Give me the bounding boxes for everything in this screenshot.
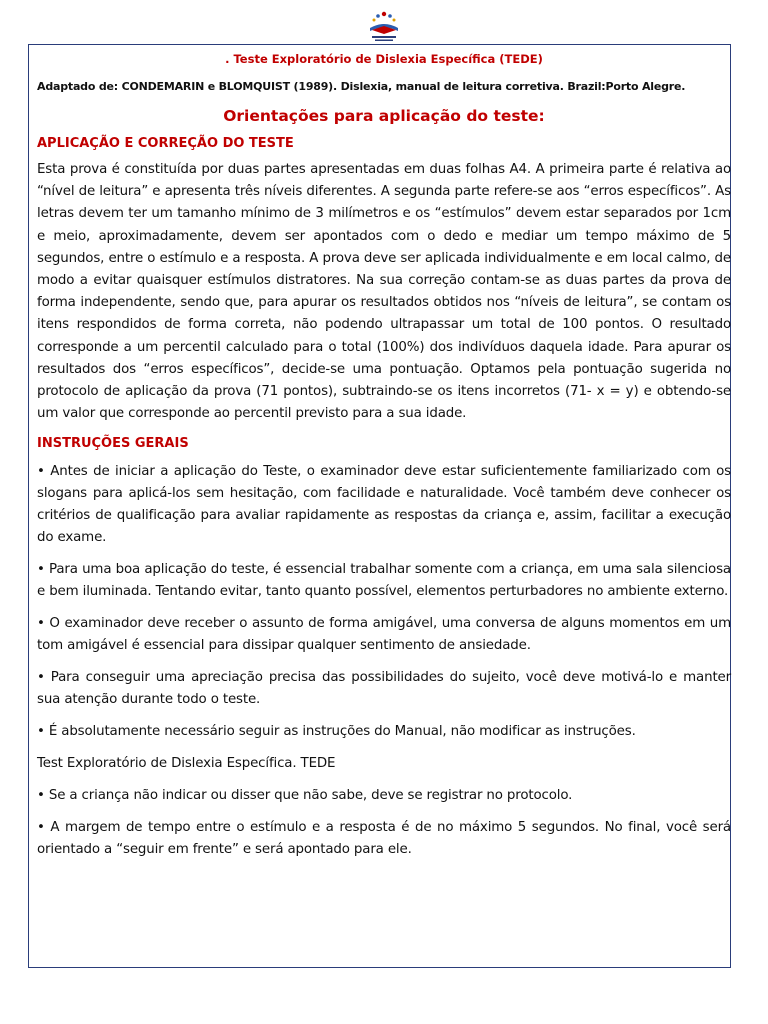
instruction-bullet: • Antes de iniciar a aplicação do Teste, o examinador deve estar suficientemente familiarizado com os slogans para aplicá-los sem hesitação, com facilidade e naturalidade. Você também deve conhecer os critérios de qualificação para avaliar rapidamente as respostas da criança e, assim, facilitar a execução do exame. xyxy=(37,464,731,546)
section-heading-application: APLICAÇÃO E CORREÇÃO DO TESTE xyxy=(37,136,294,151)
section-heading-instructions: INSTRUÇÕES GERAIS xyxy=(37,436,189,452)
test-name-line: Test Exploratório de Dislexia Específica. TEDE xyxy=(37,756,336,772)
document-body xyxy=(37,48,731,861)
instruction-bullet: • O examinador deve receber o assunto de forma amigável, uma conversa de alguns momentos em um tom amigável é essencial para dissipar qualquer sentimento de ansiedade. xyxy=(37,616,731,654)
instruction-bullet: • A margem de tempo entre o estímulo e a resposta é de no máximo 5 segundos. No final, você será orientado a “seguir em frente” e será apontado para ele. xyxy=(37,820,731,858)
adapted-reference: Adaptado de: CONDEMARIN e BLOMQUIST (1989). Dislexia, manual de leitura corretiva. Brazil:Porto Alegre. xyxy=(37,80,686,93)
instruction-bullet: • Para conseguir uma apreciação precisa das possibilidades do sujeito, você deve motivá-lo e manter sua atenção durante todo o teste. xyxy=(37,670,731,708)
application-paragraph: Esta prova é constituída por duas partes apresentadas em duas folhas A4. A primeira parte é relativa ao “nível de leitura” e apresenta três níveis diferentes. A segunda parte refere-se aos “erros específicos”. As letras devem ter um tamanho mínimo de 3 milímetros e os “estímulos” devem estar separados por 1cm e meio, aproximadamente, devem ser apontados com o dedo e mediar um tempo máximo de 5 segundos, entre o estímulo e a resposta. A prova deve ser aplicada individualmente e em local calmo, de modo a evitar quaisquer estímulos distratores. Na sua correção contam-se as duas partes da prova de forma independente, sendo que, para apurar os resultados obtidos nos “níveis de leitura”, se contam os itens respondidos de forma correta, não podendo ultrapassar um total de 100 pontos. O resultado corresponde a um percentil calculado para o total (100%) dos indivíduos daquela idade. Para apurar os resultados dos “erros específicos”, decide-se uma pontuação. Optamos pela pontuação sugerida no protocolo de aplicação da prova (71 pontos), subtraindo-se os itens incorretos (71- x = y) e obtendo-se um valor que corresponde ao percentil previsto para a sua idade. xyxy=(37,162,731,422)
instruction-bullet: • É absolutamente necessário seguir as instruções do Manual, não modificar as instruções. xyxy=(37,724,636,740)
orientation-heading: Orientações para aplicação do teste: xyxy=(223,107,545,125)
school-logo-icon xyxy=(362,8,406,44)
test-title: . Teste Exploratório de Dislexia Específica (TEDE) xyxy=(225,52,543,66)
instruction-bullet: • Para uma boa aplicação do teste, é essencial trabalhar somente com a criança, em uma sala silenciosa e bem iluminada. Tentando evitar, tanto quanto possível, elementos perturbadores no ambiente externo. xyxy=(37,562,731,600)
instruction-bullet: • Se a criança não indicar ou disser que não sabe, deve se registrar no protocolo. xyxy=(37,788,573,804)
